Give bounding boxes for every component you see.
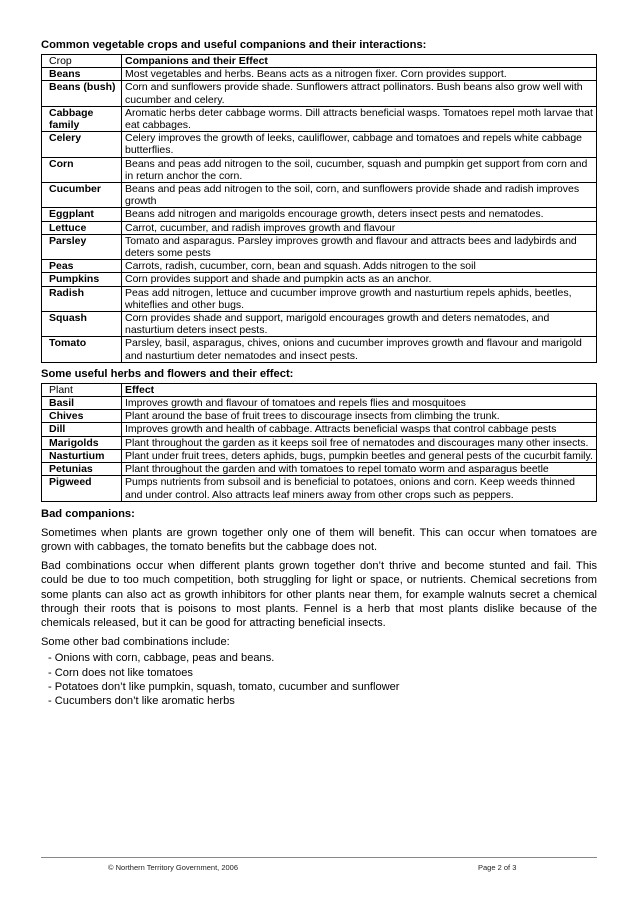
row-effect-cell: Corn provides shade and support, marigold encourages growth and deters nematodes, and nasturtium deters insect pests. [122, 312, 597, 337]
table-header-row [42, 55, 597, 68]
bad-combinations-intro: Some other bad combinations include: [41, 636, 230, 649]
row-effect-cell: Celery improves the growth of leeks, cauliflower, cabbage and tomatoes and repels white cabbage butterflies. [122, 132, 597, 157]
row-effect-cell: Parsley, basil, asparagus, chives, onions and cucumber improves growth and flavour and marigold and nasturtium deter nematodes and insect pests. [122, 337, 597, 362]
row-effect-cell: Plant under fruit trees, deters aphids, bugs, pumpkin beetles and general pests of the cucurbit family. [122, 449, 597, 462]
row-effect-cell: Tomato and asparagus. Parsley improves growth and flavour and attracts bees and ladybirds and deters some pests [122, 234, 597, 259]
row-label-cell: Cabbage family [42, 106, 122, 131]
bad-companions-paragraph-2: Bad combinations occur when different plants grown together don’t thrive and become stunted and fail. This could be due to too much competition, both struggling for light or space, or nutrients. Chemical secretions from some plants can also act as growth inhibitors for other plants near them, for example walnuts secret a chemical through their roots that is poisons to most plants. Fennel is a herb that most plants dislike because of the chemicals released, but it can be good for attracting beneficial insects. [41, 560, 597, 629]
table-header-cell: Plant [42, 383, 122, 396]
row-label-cell: Beans [42, 68, 122, 81]
table-row [42, 106, 597, 131]
footer-copyright: © Northern Territory Government, 2006 [108, 863, 239, 872]
row-label-cell: Cucumber [42, 183, 122, 208]
table-row [42, 221, 597, 234]
bad-companions-paragraph-1: Sometimes when plants are grown together only one of them will benefit. This can occur when tomatoes are grown with cabbages, the tomato benefits but the cabbage does not. [41, 526, 597, 553]
table-row [42, 410, 597, 423]
row-label-cell: Corn [42, 157, 122, 182]
list-item: - Corn does not like tomatoes [41, 666, 597, 680]
row-effect-cell: Beans add nitrogen and marigolds encourage growth, deters insect pests and nematodes. [122, 208, 597, 221]
row-label-cell: Pigweed [42, 476, 122, 501]
row-label-cell: Tomato [42, 337, 122, 362]
row-effect-cell: Improves growth and flavour of tomatoes and repels flies and mosquitoes [122, 397, 597, 410]
crop-companions-table [41, 54, 597, 363]
footer-divider [41, 857, 597, 858]
row-label-cell: Celery [42, 132, 122, 157]
table-row [42, 312, 597, 337]
footer-page-number: Page 2 of 3 [478, 863, 517, 872]
row-effect-cell: Carrots, radish, cucumber, corn, bean and squash. Adds nitrogen to the soil [122, 260, 597, 273]
section-heading-crops: Common vegetable crops and useful companions and their interactions: [41, 39, 427, 51]
table-row [42, 234, 597, 259]
row-effect-cell: Carrot, cucumber, and radish improves growth and flavour [122, 221, 597, 234]
row-effect-cell: Plant throughout the garden and with tomatoes to repel tomato worm and asparagus beetle [122, 463, 597, 476]
table-header-row [42, 383, 597, 396]
row-effect-cell: Plant throughout the garden as it keeps soil free of nematodes and discourages many other insects. [122, 436, 597, 449]
table-header-cell: Companions and their Effect [122, 55, 597, 68]
table-row [42, 157, 597, 182]
row-effect-cell: Most vegetables and herbs. Beans acts as a nitrogen fixer. Corn provides support. [122, 68, 597, 81]
table-row [42, 273, 597, 286]
row-effect-cell: Improves growth and health of cabbage. Attracts beneficial wasps that control cabbage pests [122, 423, 597, 436]
row-effect-cell: Plant around the base of fruit trees to discourage insects from climbing the trunk. [122, 410, 597, 423]
table-row [42, 260, 597, 273]
row-effect-cell: Corn provides support and shade and pumpkin acts as an anchor. [122, 273, 597, 286]
row-effect-cell: Corn and sunflowers provide shade. Sunflowers attract pollinators. Bush beans also grow well with cucumber and celery. [122, 81, 597, 106]
row-label-cell: Chives [42, 410, 122, 423]
table-header-cell: Crop [42, 55, 122, 68]
row-label-cell: Nasturtium [42, 449, 122, 462]
row-label-cell: Basil [42, 397, 122, 410]
table-row [42, 68, 597, 81]
row-label-cell: Peas [42, 260, 122, 273]
table-row [42, 337, 597, 362]
table-header-cell: Effect [122, 383, 597, 396]
row-effect-cell: Aromatic herbs deter cabbage worms. Dill attracts beneficial wasps. Tomatoes repel moth larvae that eat cabbages. [122, 106, 597, 131]
table-row [42, 397, 597, 410]
row-label-cell: Marigolds [42, 436, 122, 449]
table-row [42, 208, 597, 221]
herbs-flowers-table [41, 383, 597, 502]
table-row [42, 286, 597, 311]
list-item: - Onions with corn, cabbage, peas and beans. [41, 651, 597, 665]
list-item: - Cucumbers don’t like aromatic herbs [41, 694, 597, 708]
row-effect-cell: Beans and peas add nitrogen to the soil, cucumber, squash and pumpkin get support from corn and in return anchor the corn. [122, 157, 597, 182]
row-label-cell: Eggplant [42, 208, 122, 221]
row-label-cell: Radish [42, 286, 122, 311]
row-label-cell: Beans (bush) [42, 81, 122, 106]
table-row [42, 183, 597, 208]
list-item: - Potatoes don’t like pumpkin, squash, tomato, cucumber and sunflower [41, 680, 597, 694]
table-row [42, 476, 597, 501]
row-label-cell: Squash [42, 312, 122, 337]
row-label-cell: Petunias [42, 463, 122, 476]
row-label-cell: Pumpkins [42, 273, 122, 286]
table-row [42, 436, 597, 449]
row-effect-cell: Beans and peas add nitrogen to the soil, corn, and sunflowers provide shade and radish improves growth [122, 183, 597, 208]
table-row [42, 423, 597, 436]
row-effect-cell: Pumps nutrients from subsoil and is beneficial to potatoes, onions and corn. Keep weeds thinned and under control. Also attracts leaf miners away from other crops such as peppers. [122, 476, 597, 501]
bad-companions-heading: Bad companions: [41, 507, 135, 520]
table-row [42, 449, 597, 462]
row-effect-cell: Peas add nitrogen, lettuce and cucumber improve growth and nasturtium repels aphids, beetles, whiteflies and other bugs. [122, 286, 597, 311]
section-heading-herbs: Some useful herbs and flowers and their effect: [41, 367, 294, 380]
table-row [42, 463, 597, 476]
document-body [41, 38, 597, 708]
bad-combinations-list [41, 651, 597, 708]
row-label-cell: Dill [42, 423, 122, 436]
row-label-cell: Parsley [42, 234, 122, 259]
table-row [42, 132, 597, 157]
row-label-cell: Lettuce [42, 221, 122, 234]
table-row [42, 81, 597, 106]
